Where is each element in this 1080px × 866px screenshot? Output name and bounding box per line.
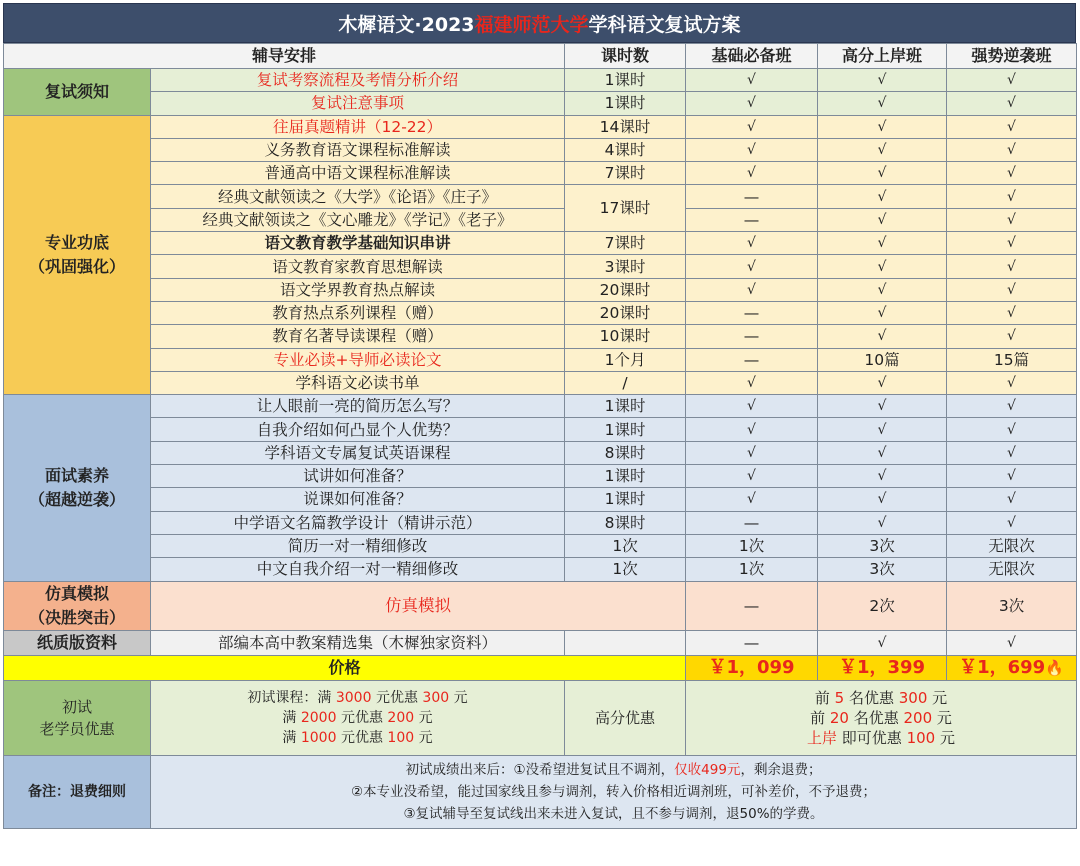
text: 即可优惠 [837,728,907,747]
check-mark: √ [947,232,1077,255]
check-mark: √ [818,138,947,161]
pricing-sheet [3,3,1076,829]
course-hours: 4课时 [565,138,686,161]
check-mark: √ [818,232,947,255]
course-hours: 1次 [565,558,686,581]
course-hours: 1课时 [565,92,686,115]
course-name: 经典文献领读之《文心雕龙》《学记》《老子》 [151,208,565,231]
course-name: 说课如何准备？ [151,488,565,511]
table-row [4,301,1077,324]
note-line [151,759,1076,781]
discount-label [4,680,151,755]
section-professional [4,115,151,395]
count-high: 10篇 [818,348,947,371]
check-mark: √ [947,395,1077,418]
course-name: 部编本高中教案精选集（木樨独家资料） [151,630,565,655]
header-strong: 强势逆袭班 [947,44,1077,69]
text: 元优惠 [371,689,423,706]
text: 满 [282,709,301,726]
check-mark: √ [686,371,818,394]
check-mark: √ [686,115,818,138]
table-row [4,69,1077,92]
discount-rule [686,708,1076,728]
amount: 1000 [300,729,337,746]
check-mark: √ [686,488,818,511]
dash-mark: — [686,301,818,324]
table-row [4,581,1077,630]
count-strong: 3次 [947,581,1077,630]
text: 满 [282,729,301,746]
check-mark: √ [818,395,947,418]
table-row [4,558,1077,581]
amount: 20 [829,708,849,727]
course-hours: 1课时 [565,465,686,488]
course-hours: 7课时 [565,232,686,255]
discount-rule [686,688,1076,708]
discount-rule [151,688,564,708]
check-mark: √ [818,488,947,511]
text: 元 [414,709,433,726]
text: 元 [449,689,468,706]
amount: 100 [906,728,936,747]
text: 元 [935,728,955,747]
course-name: 专业必读+导师必读论文 [151,348,565,371]
high-score-label: 高分优惠 [565,680,686,755]
course-name: 仿真模拟 [151,581,686,630]
amount: 2000 [300,709,337,726]
course-name: 语文教育家教育思想解读 [151,255,565,278]
text: 前 [814,688,835,707]
course-name: 语文学界教育热点解读 [151,278,565,301]
text: 元 [932,708,952,727]
check-mark: √ [818,92,947,115]
amount: 上岸 [807,728,838,747]
section-simulation [4,581,151,630]
amount: 200 [903,708,933,727]
table-row [4,511,1077,534]
table-row [4,278,1077,301]
section-subtitle: （超越逆袭） [28,489,125,509]
price-strong: ￥1，699 [959,656,1046,678]
title-university: 福建师范大学 [474,13,589,36]
check-mark: √ [686,162,818,185]
dash-mark: — [686,325,818,348]
dash-mark: — [686,511,818,534]
check-mark: √ [818,325,947,348]
check-mark: √ [818,69,947,92]
text: 名优惠 [844,688,899,707]
dash-mark: — [686,208,818,231]
note-line: ②本专业没希望，能过国家线且参与调剂，转入价格相近调剂班，可补差价，不予退费； [350,783,877,800]
table-row [4,92,1077,115]
text: 元 [927,688,948,707]
course-name: 普通高中语文课程标准解读 [151,162,565,185]
check-mark: √ [686,465,818,488]
price-strong-cell [947,655,1077,680]
section-paper: 纸质版资料 [4,630,151,655]
course-hours: 1课时 [565,488,686,511]
header-arrange: 辅导安排 [4,44,565,69]
check-mark: √ [947,465,1077,488]
discount-rule [151,728,564,748]
check-mark: √ [947,69,1077,92]
note-row [4,755,1077,828]
course-name: 试讲如何准备？ [151,465,565,488]
course-hours: 1次 [565,534,686,557]
table-row [4,418,1077,441]
section-subtitle: （决胜突击） [28,607,125,627]
table-row [4,441,1077,464]
course-name: 教育名著导读课程（赠） [151,325,565,348]
title-prefix: 木樨语文·2023 [338,13,475,36]
section-title: 专业功底 [44,232,109,252]
table-row [4,255,1077,278]
check-mark: √ [686,92,818,115]
text: 元优惠 [336,729,388,746]
course-name: 教育热点系列课程（赠） [151,301,565,324]
check-mark: √ [686,69,818,92]
count-basic: 1次 [686,534,818,557]
course-name: 学科语文必读书单 [151,371,565,394]
course-hours: 3课时 [565,255,686,278]
check-mark: √ [947,488,1077,511]
check-mark: √ [947,278,1077,301]
check-mark: √ [686,418,818,441]
plan-table [3,43,1077,829]
table-row [4,185,1077,208]
course-hours: 10课时 [565,325,686,348]
price-label: 价格 [4,655,686,680]
course-name: 中文自我介绍一对一精细修改 [151,558,565,581]
course-name: 义务教育语文课程标准解读 [151,138,565,161]
course-hours: 14课时 [565,115,686,138]
check-mark: √ [947,511,1077,534]
course-name: 自我介绍如何凸显个人优势？ [151,418,565,441]
table-row [4,232,1077,255]
table-row [4,208,1077,231]
check-mark: √ [947,418,1077,441]
text: 元 [414,729,433,746]
discount-rule [151,708,564,728]
course-name: 学科语文专属复试英语课程 [151,441,565,464]
check-mark: √ [947,255,1077,278]
check-mark: √ [818,185,947,208]
note-line: ③复试辅导至复试线出来未进入复试，且不参与调剂，退50%的学费。 [403,805,824,822]
check-mark: √ [818,418,947,441]
course-name: 简历一对一精细修改 [151,534,565,557]
discount-high-rules [686,680,1077,755]
check-mark: √ [818,255,947,278]
check-mark: √ [947,138,1077,161]
table-row [4,488,1077,511]
amount: 100 [387,729,415,746]
price-row [4,655,1077,680]
course-name: 中学语文名篇教学设计（精讲示范） [151,511,565,534]
course-name: 复试考察流程及考情分析介绍 [151,69,565,92]
course-name: 让人眼前一亮的简历怎么写？ [151,395,565,418]
amount: 300 [422,689,450,706]
discount-label-line2: 老学员优惠 [39,719,115,738]
header-basic: 基础必备班 [686,44,818,69]
course-name: 经典文献领读之《大学》《论语》《庄子》 [151,185,565,208]
course-hours: 20课时 [565,301,686,324]
check-mark: √ [947,371,1077,394]
amount: 300 [898,688,928,707]
amount: 仅收499元 [674,761,741,778]
section-notice: 复试须知 [4,69,151,116]
course-hours-empty [565,630,686,655]
title-suffix: 学科语文复试方案 [588,13,741,36]
check-mark: √ [818,465,947,488]
check-mark: √ [818,162,947,185]
course-hours: / [565,371,686,394]
check-mark: √ [818,511,947,534]
dash-mark: — [686,185,818,208]
count-strong: 无限次 [947,534,1077,557]
count-high: 3次 [818,534,947,557]
count-basic: 1次 [686,558,818,581]
section-interview [4,395,151,581]
amount: 3000 [335,689,372,706]
table-row [4,115,1077,138]
course-hours: 8课时 [565,511,686,534]
check-mark: √ [686,138,818,161]
section-title: 仿真模拟 [44,583,109,603]
check-mark: √ [818,630,947,655]
check-mark: √ [818,208,947,231]
fire-icon: 🔥 [1045,658,1064,677]
note-content [151,755,1077,828]
check-mark: √ [947,301,1077,324]
course-hours: 1课时 [565,418,686,441]
table-row [4,325,1077,348]
course-hours: 1课时 [565,69,686,92]
check-mark: √ [947,325,1077,348]
check-mark: √ [818,115,947,138]
check-mark: √ [818,441,947,464]
check-mark: √ [947,441,1077,464]
check-mark: √ [686,441,818,464]
check-mark: √ [686,395,818,418]
header-high: 高分上岸班 [818,44,947,69]
page-title [3,3,1076,43]
table-row [4,465,1077,488]
course-name: 复试注意事项 [151,92,565,115]
check-mark: √ [818,371,947,394]
discount-row [4,680,1077,755]
course-hours: 8课时 [565,441,686,464]
check-mark: √ [686,255,818,278]
header-hours: 课时数 [565,44,686,69]
course-hours: 1个月 [565,348,686,371]
table-row [4,534,1077,557]
text: 初试课程：满 [247,689,336,706]
text: 前 [810,708,830,727]
text: 名优惠 [848,708,904,727]
course-hours: 7课时 [565,162,686,185]
amount: 200 [387,709,415,726]
dash-mark: — [686,581,818,630]
check-mark: √ [818,278,947,301]
amount: 5 [834,688,845,707]
header-row [4,44,1077,69]
check-mark: √ [947,115,1077,138]
check-mark: √ [947,185,1077,208]
discount-rule [686,728,1076,748]
count-strong: 无限次 [947,558,1077,581]
price-high: ￥1，399 [818,655,947,680]
discount-old-rules [151,680,565,755]
check-mark: √ [947,630,1077,655]
table-row [4,395,1077,418]
text: 元优惠 [336,709,388,726]
check-mark: √ [686,232,818,255]
table-row [4,371,1077,394]
course-name: 往届真题精讲（12-22） [151,115,565,138]
text: 初试成绩出来后：①没希望进复试且不调剂， [405,761,675,778]
table-row [4,162,1077,185]
section-subtitle: （巩固强化） [28,256,125,276]
check-mark: √ [686,278,818,301]
course-name: 语文教育教学基础知识串讲 [151,232,565,255]
course-hours: 20课时 [565,278,686,301]
course-hours: 17课时 [565,185,686,232]
check-mark: √ [818,301,947,324]
check-mark: √ [947,162,1077,185]
course-hours: 1课时 [565,395,686,418]
price-basic: ￥1，099 [686,655,818,680]
section-title: 面试素养 [44,465,109,485]
note-label: 备注：退费细则 [4,755,151,828]
count-strong: 15篇 [947,348,1077,371]
check-mark: √ [947,208,1077,231]
check-mark: √ [947,92,1077,115]
discount-label-line1: 初试 [61,697,92,716]
table-row [4,138,1077,161]
table-row [4,630,1077,655]
dash-mark: — [686,348,818,371]
text: ，剩余退费； [740,761,822,778]
count-high: 3次 [818,558,947,581]
table-row [4,348,1077,371]
dash-mark: — [686,630,818,655]
count-high: 2次 [818,581,947,630]
